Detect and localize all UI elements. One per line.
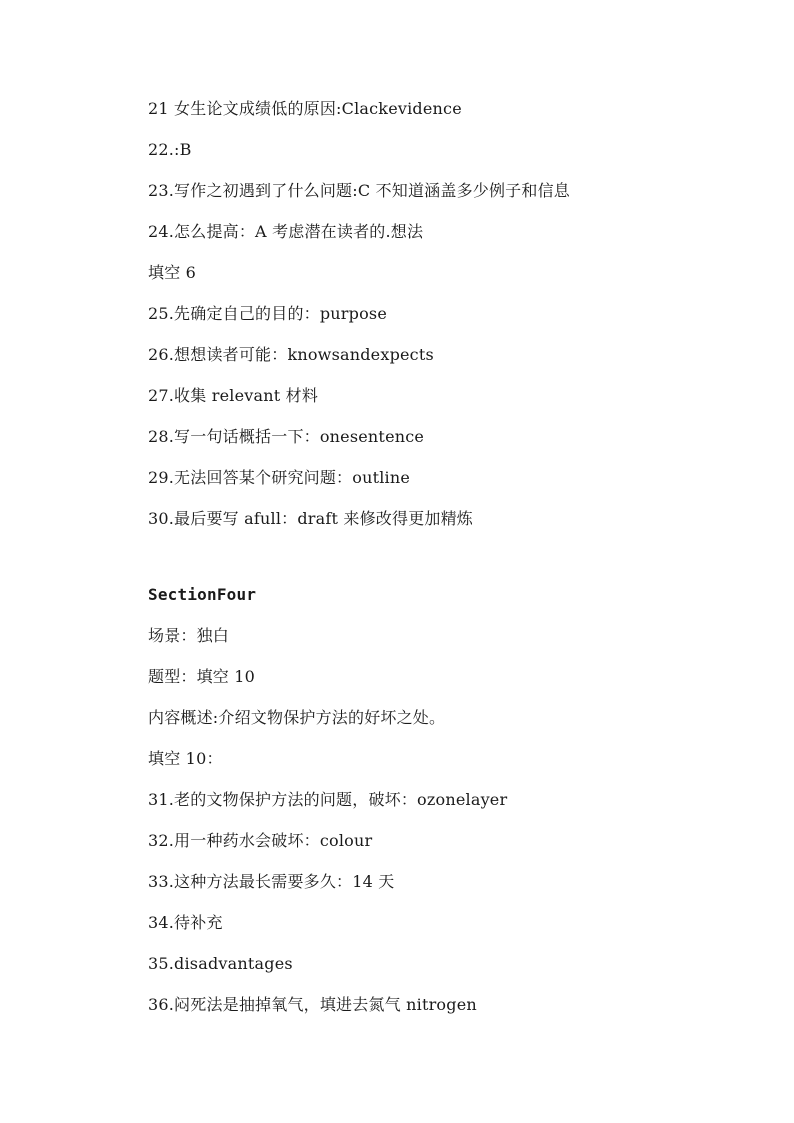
answer-line-24: 24.怎么提高：A 考虑潜在读者的.想法: [148, 222, 424, 241]
answer-line-28: 28.写一句话概括一下：onesentence: [148, 427, 425, 446]
answer-line-29: 29.无法回答某个研究问题：outline: [148, 468, 411, 487]
answer-line-34: 34.待补充: [148, 913, 223, 932]
scene-line: 场景：独白: [148, 626, 230, 645]
answer-line-31: 31.老的文物保护方法的问题，破坏：ozonelayer: [148, 790, 508, 809]
content-summary-line: 内容概述:介绍文物保护方法的好坏之处。: [148, 708, 446, 727]
answer-line-22: 22.:B: [148, 140, 192, 159]
answer-line-25: 25.先确定自己的目的：purpose: [148, 304, 387, 323]
question-type-line: 题型：填空 10: [148, 667, 256, 686]
answer-line-21: 21 女生论文成绩低的原因:Clackevidence: [148, 99, 462, 118]
answer-line-32: 32.用一种药水会破坏：colour: [148, 831, 373, 850]
document-page: [148, 97, 768, 1034]
section-four-heading: SectionFour: [148, 585, 257, 604]
answer-line-26: 26.想想读者可能：knowsandexpects: [148, 345, 434, 364]
section-spacer: [148, 548, 768, 583]
answer-line-36: 36.闷死法是抽掉氧气，填进去氮气 nitrogen: [148, 995, 477, 1014]
answer-line-27: 27.收集 relevant 材料: [148, 386, 319, 405]
fill-blank-6-label: 填空 6: [148, 263, 197, 282]
answer-line-35: 35.disadvantages: [148, 954, 293, 973]
answer-line-33: 33.这种方法最长需要多久：14 天: [148, 872, 395, 891]
fill-blank-10-label: 填空 10：: [148, 749, 223, 768]
answer-line-23: 23.写作之初遇到了什么问题:C 不知道涵盖多少例子和信息: [148, 181, 570, 200]
answer-line-30: 30.最后要写 afull：draft 来修改得更加精炼: [148, 509, 473, 528]
